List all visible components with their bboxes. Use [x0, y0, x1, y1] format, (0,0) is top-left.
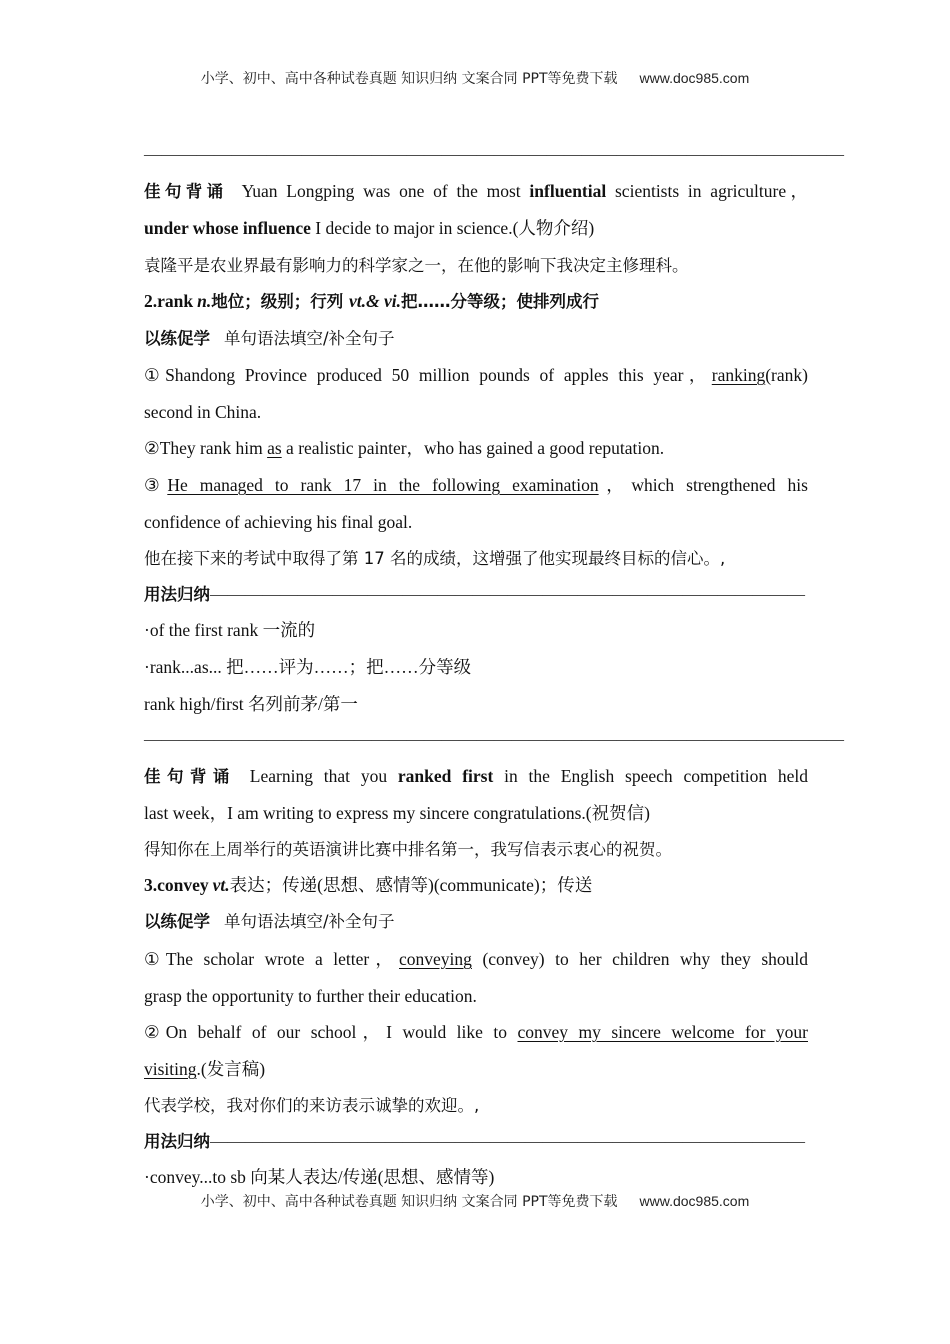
usage-item: ·of the first rank 一流的 — [144, 620, 316, 640]
sentence-line: 佳句背诵 Yuan Longping was one of the most influential scientists in agriculture， — [144, 181, 808, 201]
usage-item: ·convey...to sb 向某人表达/传递(思想、感情等) — [144, 1167, 495, 1187]
practice-heading: 以练促学 单句语法填空/补全句子 — [144, 329, 395, 348]
answer-blank: as — [267, 438, 282, 458]
section-label: 佳句背诵 — [144, 767, 236, 786]
answer-blank: ranking — [711, 365, 766, 385]
separator: ———————————————————————————————————————— — [144, 144, 844, 164]
section-label: 佳句背诵 — [144, 182, 228, 201]
exercise-line: ②On behalf of our school，I would like to convey my sincere welcome for your — [144, 1022, 808, 1042]
separator: ———————————————————————————————————————— — [144, 729, 844, 749]
header-url[interactable]: www.doc985.com — [639, 70, 750, 86]
sentence-line: under whose influence I decide to major in science.(人物介绍) — [144, 218, 595, 238]
word-entry-convey: 3.convey vt.表达；传递(思想、感情等)(communicate)；传送 — [144, 875, 593, 895]
exercise-line: ②They rank him as a realistic painter，who has gained a good reputation. — [144, 438, 665, 458]
answer-blank: conveying — [399, 949, 472, 969]
exercise-line: second in China. — [144, 402, 262, 422]
exercise-line: confidence of achieving his final goal. — [144, 512, 413, 532]
exercise-line: visiting.(发言稿) — [144, 1059, 266, 1079]
chinese-translation: 得知你在上周举行的英语演讲比赛中排名第一，我写信表示衷心的祝贺。 — [144, 840, 672, 859]
header-text: 小学、初中、高中各种试卷真题 知识归纳 文案合同 PPT等免费下载 — [200, 71, 618, 87]
answer-blank: visiting — [144, 1059, 197, 1079]
exercise-line: grasp the opportunity to further their education. — [144, 986, 477, 1006]
answer-blank: convey my sincere welcome for your — [517, 1022, 808, 1042]
usage-item: ·rank...as... 把……评为……；把……分等级 — [144, 657, 472, 677]
exercise-line: ①Shandong Province produced 50 million pounds of apples this year，ranking(rank) — [144, 365, 808, 385]
practice-heading: 以练促学 单句语法填空/补全句子 — [144, 912, 395, 931]
footer-url[interactable]: www.doc985.com — [639, 1193, 750, 1209]
sentence-line: last week，I am writing to express my sincere congratulations.(祝贺信) — [144, 803, 650, 823]
usage-heading: 用法归纳—————————————————————————————————— — [144, 584, 805, 604]
sentence-line: 佳句背诵 Learning that you ranked first in the English speech competition held — [144, 766, 809, 786]
chinese-translation: 代表学校，我对你们的来访表示诚挚的欢迎。, — [144, 1096, 480, 1115]
exercise-line: ①The scholar wrote a letter，conveying (convey) to her children why they should — [144, 949, 808, 969]
answer-blank: He managed to rank 17 in the following examination — [167, 475, 599, 495]
usage-heading: 用法归纳—————————————————————————————————— — [144, 1131, 805, 1151]
footer-text: 小学、初中、高中各种试卷真题 知识归纳 文案合同 PPT等免费下载 — [200, 1194, 618, 1210]
chinese-translation: 他在接下来的考试中取得了第 17 名的成绩，这增强了他实现最终目标的信心。, — [144, 549, 726, 568]
usage-item: rank high/first 名列前茅/第一 — [144, 694, 358, 714]
page-header — [0, 68, 950, 88]
page-footer — [0, 1191, 950, 1211]
exercise-line: ③He managed to rank 17 in the following examination，which strengthened his — [144, 475, 808, 495]
word-entry-rank: 2.rank n.地位；级别；行列 vt.& vi.把……分等级；使排列成行 — [144, 291, 599, 311]
chinese-translation: 袁隆平是农业界最有影响力的科学家之一，在他的影响下我决定主修理科。 — [144, 256, 689, 275]
